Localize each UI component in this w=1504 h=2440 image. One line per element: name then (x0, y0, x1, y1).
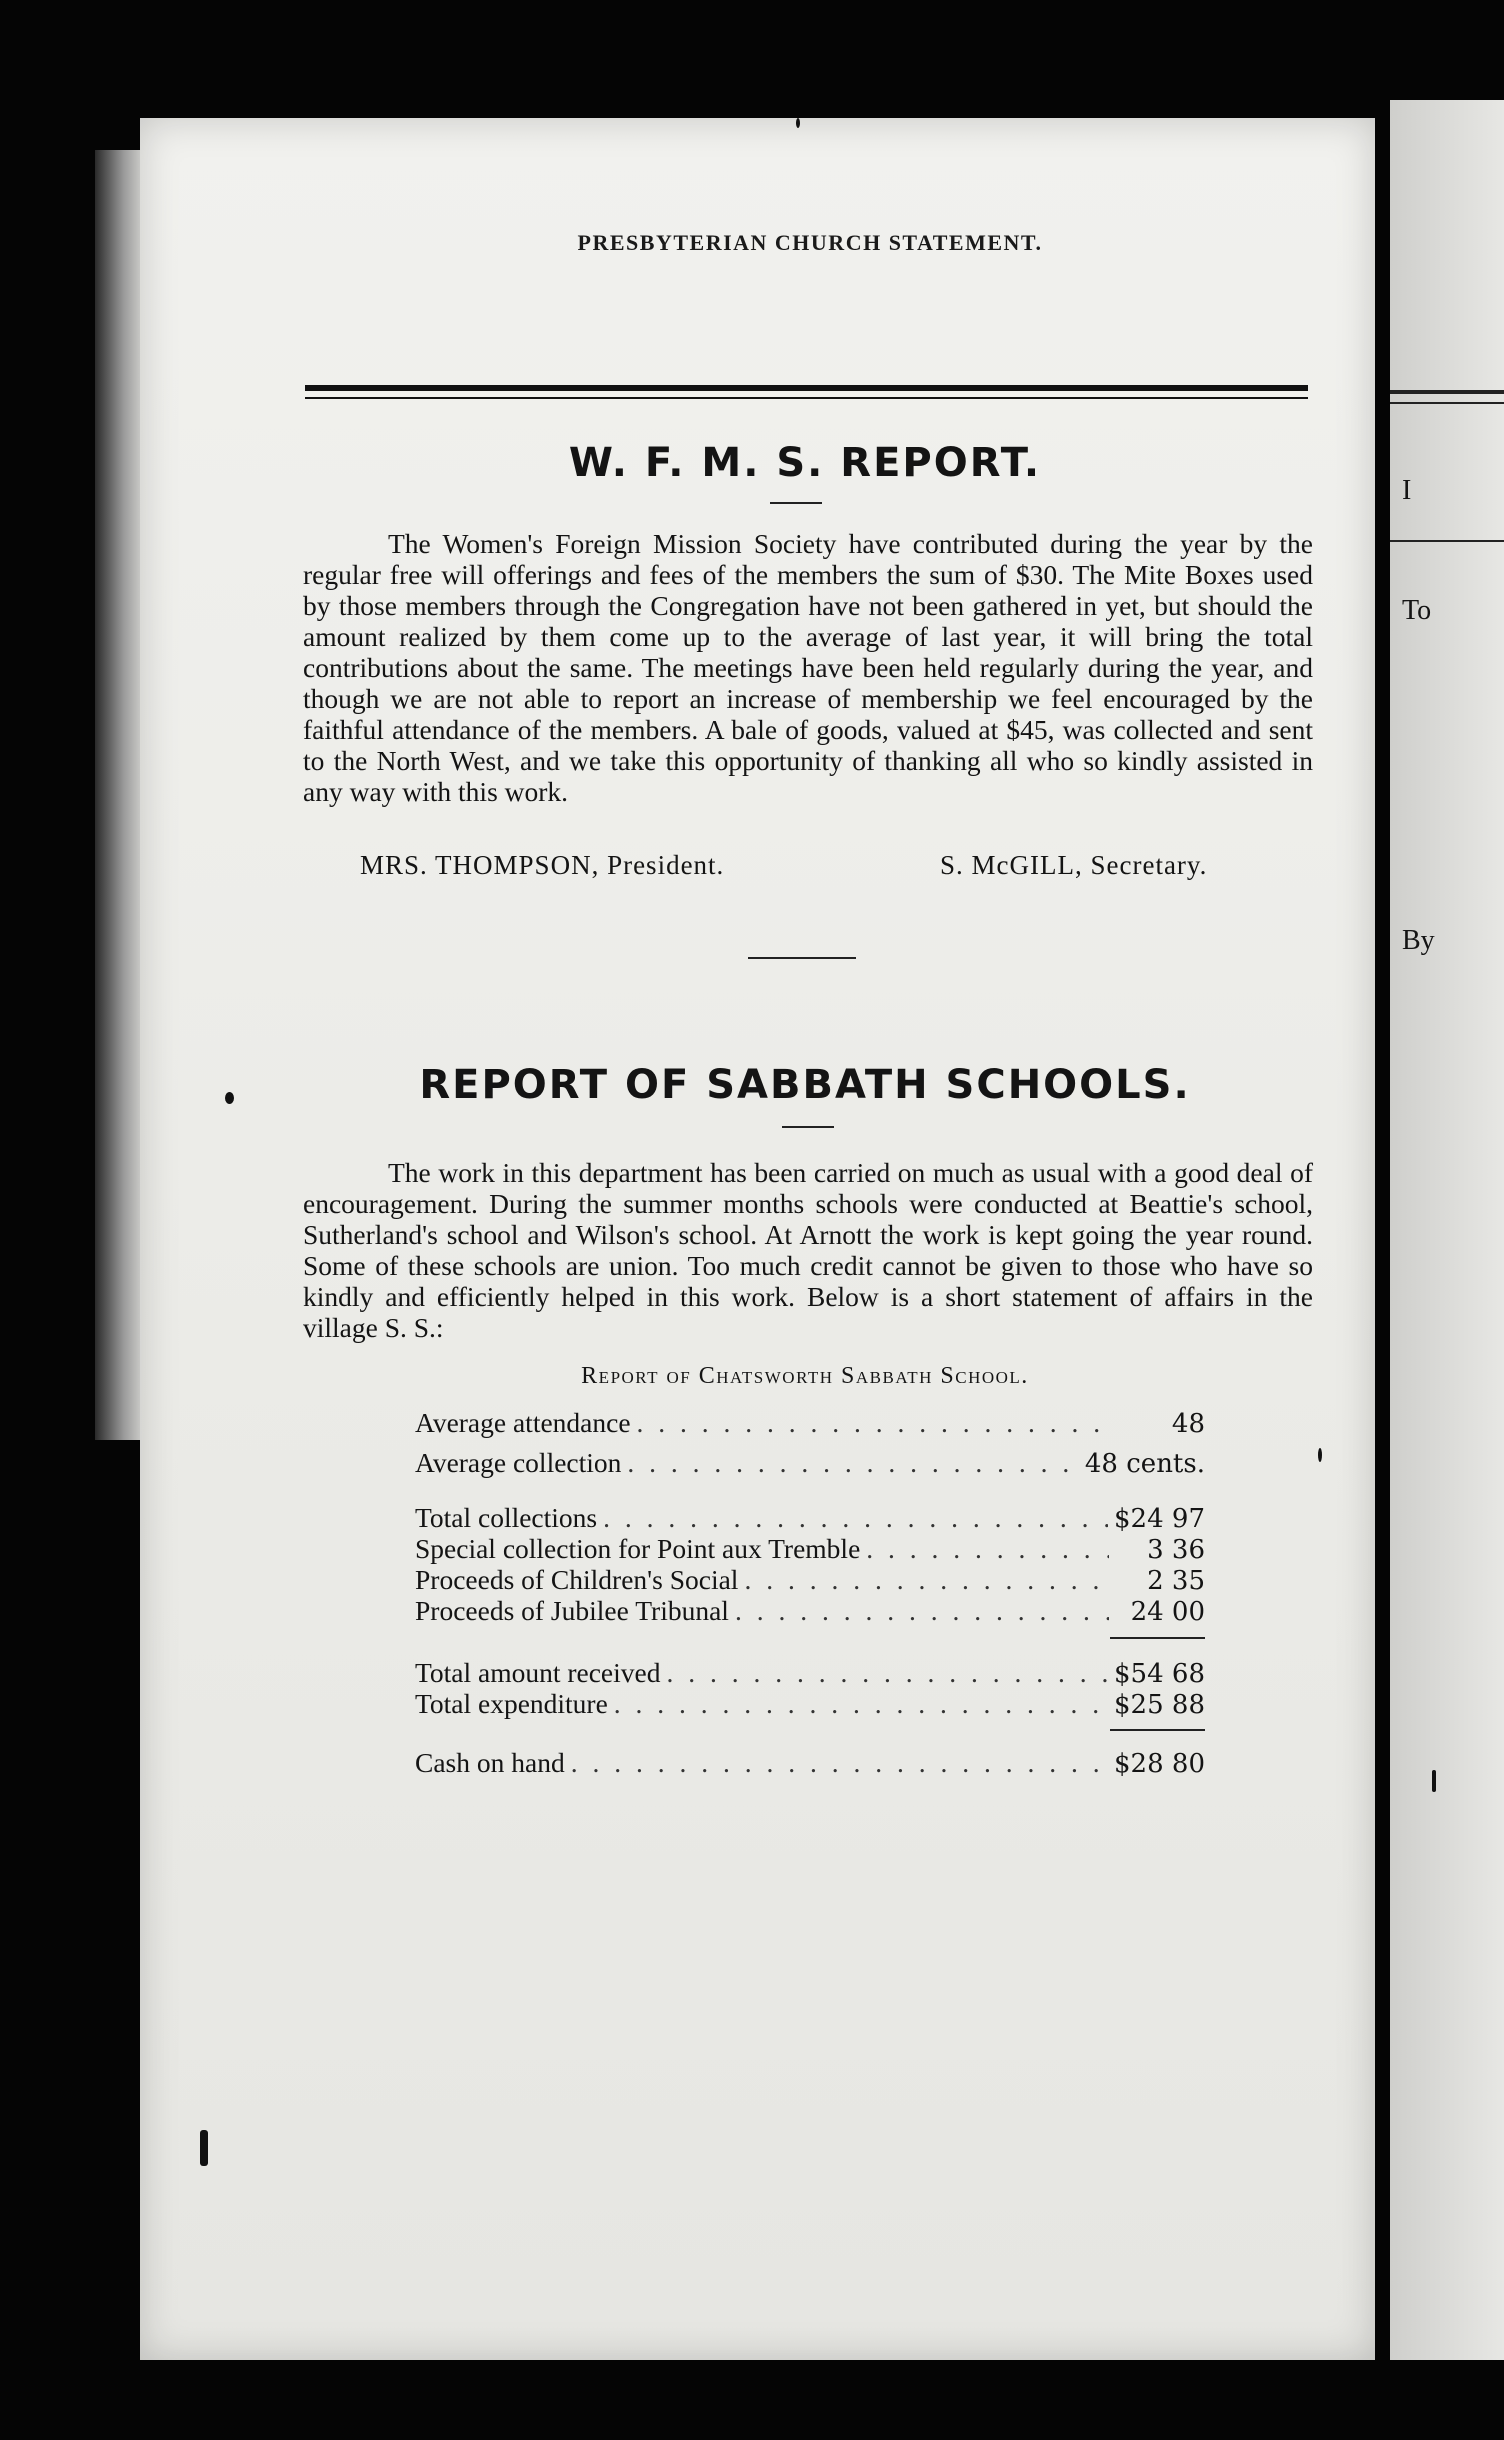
ledger-value: 24 00 (1130, 1597, 1205, 1627)
leader-dots (603, 1502, 1108, 1534)
leader-dots (627, 1447, 1078, 1479)
wfms-title: W. F. M. S. REPORT. (568, 440, 1042, 486)
leader-dots (571, 1747, 1108, 1779)
ledger-value: $28 80 (1114, 1749, 1205, 1779)
leader-dots (735, 1595, 1109, 1627)
leader-dots (666, 1657, 1108, 1689)
ledger-value: $25 88 (1114, 1690, 1205, 1720)
sabbath-paragraph: The work in this department has been carried on much as usual with a good deal of encouragement. During the summer months schools were conducted at Beattie's school, Sutherland's school and Wilson's school. At Arnott the work is kept going the year round. Some of these schools are union. Too much credit cannot be given to those who have so kindly and efficiently helped in this work. Below is a short statement of affairs in the village S. S.: (303, 1157, 1313, 1343)
scan-speck (796, 118, 800, 128)
ledger-label: Average collection (415, 1447, 622, 1478)
facing-fragment-1: I (1402, 475, 1412, 506)
ledger-label: Total expenditure (415, 1688, 608, 1719)
wfms-paragraph: The Women's Foreign Mission Society have contributed during the year by the regular free will offerings and fees of the members the sum of $30. The Mite Boxes used by those members through the Congregation have not been gathered in yet, but should the amount realized by them come up to the average of last year, it will bring the total contributions about the same. The meetings have been held regularly during the year, and though we are not able to report an increase of membership we feel encouraged by the faithful attendance of the members. A bale of goods, valued at $45, was collected and sent to the North West, and we take this opportunity of thanking all who so kindly assisted in any way with this work. (303, 528, 1313, 807)
scan-speck (200, 2130, 208, 2166)
ledger-label: Special collection for Point aux Tremble (415, 1533, 861, 1564)
ledger-label: Proceeds of Children's Social (415, 1564, 739, 1595)
ledger-row-cash-on-hand (415, 1747, 1205, 1779)
scan-speck (225, 1092, 234, 1104)
ledger-label: Total collections (415, 1502, 598, 1533)
ledger-row-collection (415, 1447, 1205, 1479)
ledger-value: $24 97 (1114, 1504, 1205, 1534)
sum-rule (1110, 1729, 1205, 1731)
header-rule-thick (305, 385, 1308, 391)
leader-dots (866, 1533, 1109, 1565)
chatsworth-report-heading: Report of Chatsworth Sabbath School. (581, 1363, 1029, 1389)
sum-rule (1110, 1637, 1205, 1639)
scan-speck (1432, 1770, 1436, 1792)
leader-dots (744, 1564, 1109, 1596)
ledger-row-jubilee-tribunal (415, 1595, 1205, 1627)
ledger-value: $54 68 (1114, 1659, 1205, 1689)
title-dash (770, 502, 822, 504)
ledger-value: 3 36 (1147, 1535, 1205, 1565)
facing-fragment-2: To (1402, 595, 1432, 626)
ledger-value: 2 35 (1147, 1566, 1205, 1596)
leader-dots (614, 1688, 1108, 1720)
ledger-value: 48 cents. (1084, 1449, 1205, 1479)
facing-fragment-3: By (1402, 925, 1435, 956)
ledger-label: Cash on hand (415, 1747, 565, 1778)
scan-speck (1318, 1448, 1322, 1462)
section-divider (748, 957, 856, 959)
ledger-label: Total amount received (415, 1657, 661, 1688)
ledger-value: 48 (1171, 1409, 1205, 1439)
secretary-signature: S. McGILL, Secretary. (940, 850, 1208, 880)
ledger-row-childrens-social (415, 1564, 1205, 1596)
ledger-row-total-collections (415, 1502, 1205, 1534)
ledger-row-total-expenditure (415, 1688, 1205, 1720)
ledger-row-special-collection (415, 1533, 1205, 1565)
left-page-edge (95, 150, 143, 1440)
ledger-row-total-received (415, 1657, 1205, 1689)
title-dash (782, 1126, 834, 1128)
sabbath-title: REPORT OF SABBATH SCHOOLS. (419, 1062, 1191, 1108)
president-signature: MRS. THOMPSON, President. (360, 850, 725, 880)
ledger-label: Proceeds of Jubilee Tribunal (415, 1595, 729, 1626)
facing-page-edge (1390, 100, 1504, 2360)
leader-dots (637, 1407, 1109, 1439)
chatsworth-ledger (415, 1407, 1205, 1787)
header-rule-thin (305, 397, 1308, 399)
ledger-row-attendance (415, 1407, 1205, 1439)
ledger-label: Average attendance (415, 1407, 631, 1438)
running-head: PRESBYTERIAN CHURCH STATEMENT. (577, 230, 1043, 255)
